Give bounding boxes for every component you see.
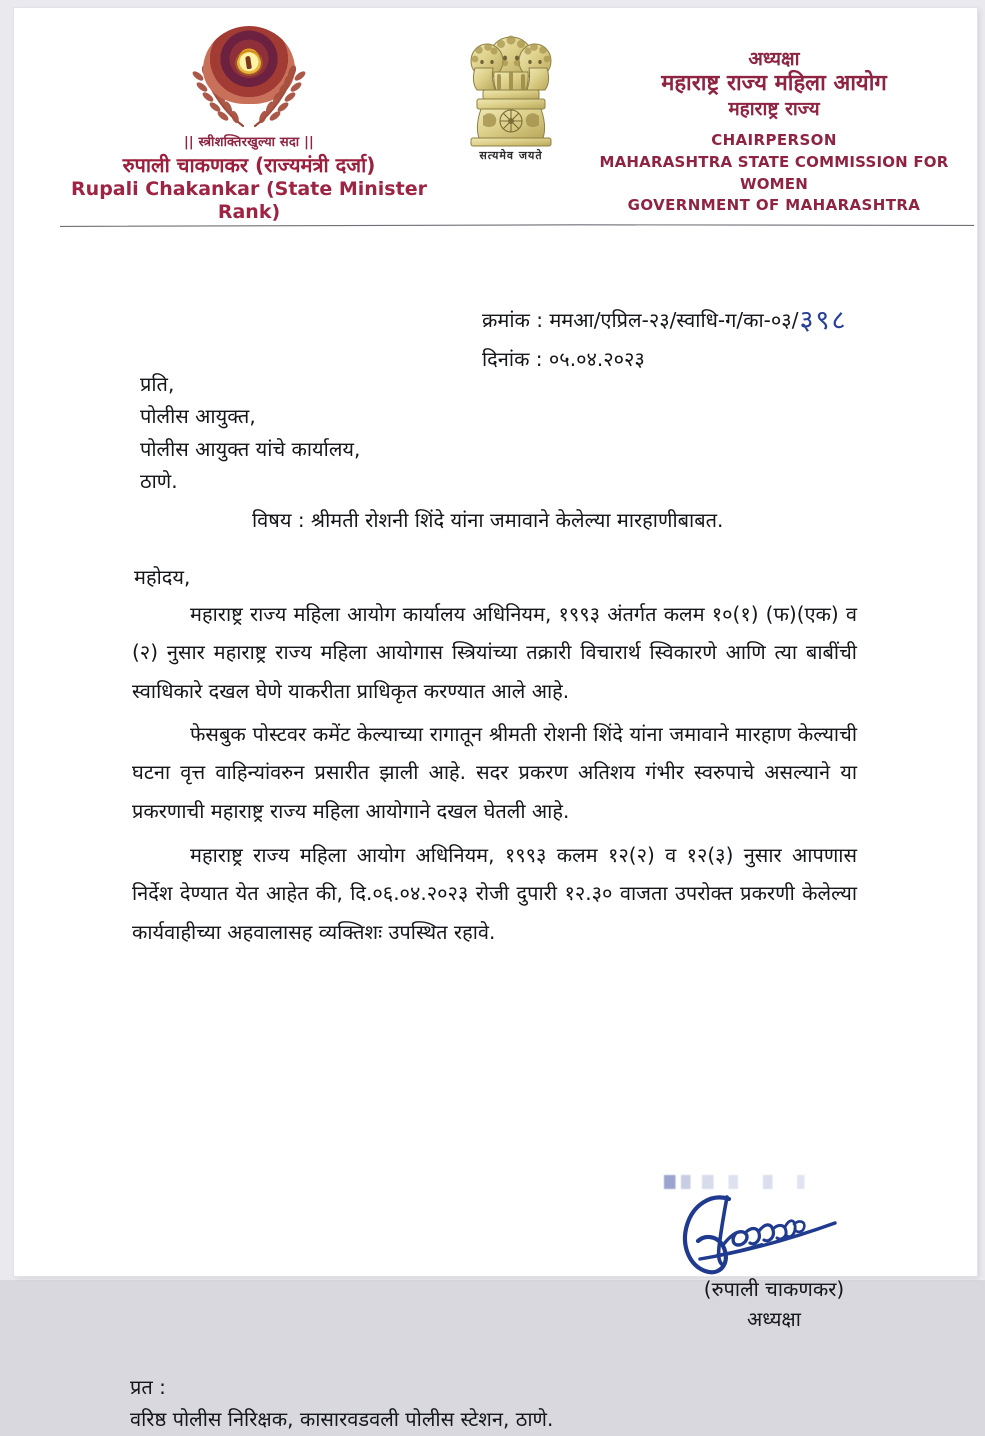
designation-marathi: अध्यक्षा [748,48,800,70]
office-name-english: MAHARASHTRA STATE COMMISSION FOR WOMEN [599,152,949,193]
ashoka-emblem-art [461,30,561,154]
chairperson-name-english: Rupali Chakankar (State Minister Rank) [71,178,427,224]
reference-date-line [482,343,848,375]
letterhead-right-block [574,48,974,217]
government-name-english: GOVERNMENT OF MAHARASHTRA [627,196,921,215]
state-name-marathi: महाराष्ट्र राज्य [728,98,820,120]
salutation: महोदय, [134,565,191,589]
wheat-stalk-right-icon [253,56,305,130]
reference-number-handwritten: ३९८ [799,305,848,336]
reference-date-label: दिनांक : [482,346,549,371]
subject-label: विषय : [252,508,311,532]
letterhead-left-block [54,26,444,224]
subject-text: श्रीमती रोशनी शिंदे यांना जमावाने केलेल्या मारहाणीबाबत. [310,508,724,532]
signatory-title: अध्यक्षा [747,1307,801,1331]
signature-smudge-mark [664,1175,854,1189]
national-motto: सत्यमेव जयते [479,149,543,162]
letterhead [14,8,977,223]
reference-number-label: क्रमांक : [482,308,550,332]
addressee-block [140,368,360,498]
subject-line [252,506,723,533]
copies-line-1: वरिष्ठ पोलीस निरिक्षक, कासारवडवली पोलीस स्टेशन, ठाणे. [130,1407,554,1432]
letterhead-divider [58,224,976,227]
maharashtra-state-commission-for-women-emblem-icon [191,26,307,134]
body-paragraph-2: फेसबुक पोस्टवर कमेंट केल्याच्या रागातून श्रीमती रोशनी शिंदे यांना जमावाने मारहाण केल्याची घटना वृत्त वाहिन्यांवरुन प्रसारीत झाली आहे. सदर प्रकरण अतिशय गंभीर स्वरुपाचे असल्याने या प्रकरणाची महाराष्ट्र राज्य महिला आयोगाने दखल घेतली आहे. [132,722,857,823]
signature-block [634,1183,914,1334]
reference-date-value: ०५.०४.२०२३ [548,346,645,371]
body-paragraph-3: महाराष्ट्र राज्य महिला आयोग अधिनियम, १९९३ कलम १२(२) व १२(३) नुसार आपणास निर्देश देण्यात येत आहेत की, दि.०६.०४.२०२३ रोजी दुपारी १२.३० वाजता उपरोक्त प्रकरणी केलेल्या कार्यवाहीच्या अहवालासह व्यक्तिशः उपस्थित रहावे. [132,843,857,944]
reference-number-line [482,299,848,343]
chairperson-name-marathi: रुपाली चाकणकर (राज्यमंत्री दर्जा) [122,153,376,178]
ashoka-lion-capital-emblem-icon [456,30,566,163]
office-name-marathi: महाराष्ट्र राज्य महिला आयोग [661,71,887,97]
addressee-line-4: ठाणे. [140,469,178,494]
reference-block [482,299,848,375]
signatory-name: (रुपाली चाकणकर) [703,1277,845,1301]
addressee-line-2: पोलीस आयुक्त, [140,404,256,429]
designation-english: CHAIRPERSON [711,131,837,150]
letter-sheet [14,8,977,1432]
copies-block [130,1371,553,1436]
commission-slogan: || स्त्रीशक्तिरखुल्या सदा || [183,135,314,150]
addressee-line-3: पोलीस आयुक्त यांचे कार्यालय, [140,436,361,461]
handwritten-signature-icon [667,1183,882,1278]
copies-label: प्रत : [130,1375,166,1399]
addressee-line-1: प्रति, [140,372,175,396]
body-paragraph-1: महाराष्ट्र राज्य महिला आयोग कार्यालय अधिनियम, १९९३ अंतर्गत कलम १०(१) (फ)(एक) व (२) नुसार महाराष्ट्र राज्य महिला आयोगास स्त्रियांच्या तक्रारी विचारार्थ स्विकारणे आणि त्या बाबींची स्वाधिकारे दखल घेणे याकरीता प्राधिकृत करण्यात आले आहे. [132,602,857,703]
reference-number-printed: ममआ/एप्रिल-२३/स्वाधि-ग/का-०३/ [549,308,799,332]
